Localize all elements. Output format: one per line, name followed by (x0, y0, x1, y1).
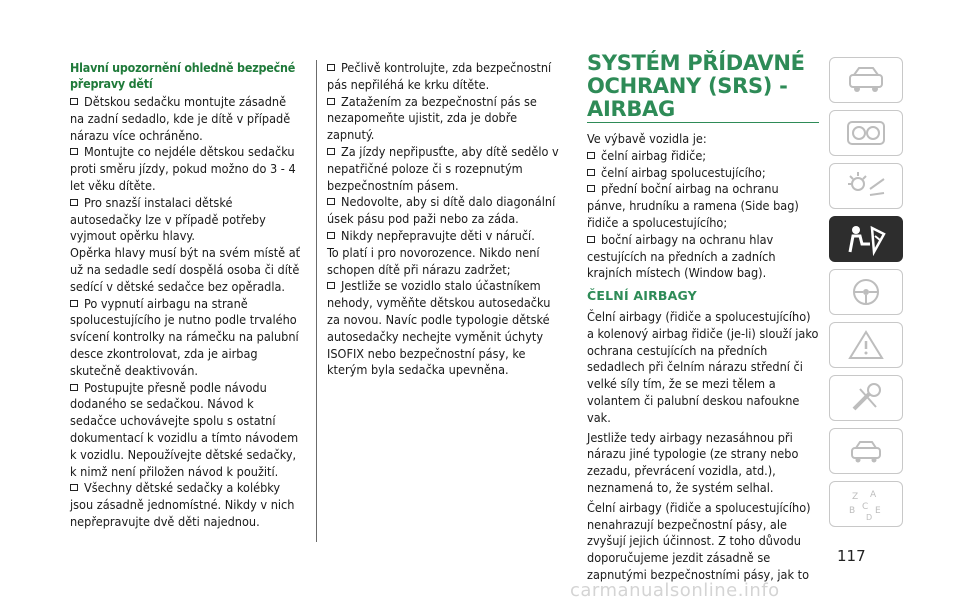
service-wrench-icon (844, 381, 888, 415)
paragraph (327, 245, 565, 279)
page-number: 117 (837, 547, 866, 565)
bullet-item (327, 60, 565, 94)
chapter-tab[interactable] (829, 57, 903, 103)
item-text: Pro snazší instalaci dětské autosedačky lze v případě potřeby vyjmout opěrku hlavy. (70, 194, 266, 244)
item-text: To platí i pro novorozence. Nikdo není schopen dítě při nárazu zadržet; (327, 244, 540, 277)
chapter-tab[interactable] (829, 216, 903, 262)
item-text: Montujte co nejdéle dětskou sedačku proti směru jízdy, pokud možno do 3 - 4 let věku dítěte. (70, 144, 296, 193)
dashboard-gauge-icon (844, 116, 888, 150)
warning-triangle-icon (844, 328, 888, 362)
chapter-tab[interactable] (829, 322, 903, 368)
equipment-list-item (587, 165, 819, 182)
item-text: Opěrka hlavy musí být na svém místě ať už na sedadle sedí dospělá osoba či dítě sedící v dětské sedačce bez opěradla. (70, 245, 301, 294)
bullet-item (70, 380, 302, 481)
bullet-box-icon (587, 152, 595, 159)
item-text: Za jízdy nepřipusťte, aby dítě sedělo v nepatřičné poloze či s rozepnutým bezpečnostním pásem. (327, 143, 559, 193)
item-text: Postupujte přesně podle návodu dodaného se sedačkou. Návod k sedačce uchovávejte spolu s ostatní dokumentací k vozidlu a tímto návodem k vozidlu. Nepoužívejte dětské sedačky, k nimž není přiložen návod k použití. (70, 379, 299, 479)
column-left (70, 60, 302, 531)
svg-text:A: A (870, 490, 877, 500)
column-right (587, 51, 819, 584)
paragraph: Jestliže tedy airbagy nezasáhnou při nárazu jiné typologie (ze strany nebo zezadu, převrácení vozidla, atd.), neznamená to, že systém selhal. (587, 429, 799, 495)
bullet-item (327, 94, 565, 144)
bullet-item (327, 194, 565, 228)
item-text: Jestliže se vozidlo stalo účastníkem nehody, vyměňte dětskou autosedačku za novou. Navíc podle typologie dětské autosedačky nechejte vyměnit úchyty ISOFIX nebo bezpečnostní pásy, ke kterým byla sedačka upevněna. (327, 278, 551, 378)
section-title (587, 52, 819, 123)
subheading: ČELNÍ AIRBAGY (587, 288, 697, 304)
item-text: čelní airbag spolucestujícího; (601, 164, 766, 180)
bullet-box-icon (587, 236, 595, 243)
chapter-tab[interactable] (829, 163, 903, 209)
bullet-box-icon (587, 185, 595, 192)
chapter-tab[interactable] (829, 428, 903, 474)
equipment-list-item (587, 148, 819, 165)
equipment-list (587, 148, 819, 282)
bullet-item (327, 278, 565, 379)
svg-text:E: E (875, 506, 881, 516)
equipment-list-item (587, 181, 819, 231)
car-overview-icon (844, 63, 888, 97)
chapter-tab[interactable] (829, 375, 903, 421)
item-text: Všechny dětské sedačky a kolébky jsou zásadně jednomístné. Nikdy v nich nepřepravujte dvě děti najednou. (70, 480, 295, 529)
chapter-tabs (829, 57, 903, 534)
paragraph: Čelní airbagy (řidiče a spolucestujícího) a kolenový airbag řidiče (je-li) slouží jako ochrana cestujících na předních sedadlech při čelním nárazu střední či velké síly tím, že se mezi tělem a volantem či palubní deskou nafoukne vak. (587, 308, 819, 425)
intro-text: Ve výbavě vozidla je: (587, 131, 707, 146)
column-left-items (70, 94, 302, 531)
column-divider (316, 60, 317, 542)
item-text: Pečlivě kontrolujte, zda bezpečnostní pás nepřiléhá ke krku dítěte. (327, 60, 552, 92)
bullet-box-icon (327, 282, 335, 289)
alphabet-index-icon (844, 487, 888, 521)
item-text: boční airbagy na ochranu hlav cestujících na předních a zadních krajních místech (Window bag). (587, 231, 776, 281)
paragraph (70, 245, 302, 295)
svg-text:B: B (849, 506, 856, 516)
watermark: carmanualsonline.info (570, 580, 780, 601)
bullet-box-icon (70, 148, 78, 155)
bullet-box-icon (327, 198, 335, 205)
bullet-item (70, 296, 302, 380)
bullet-item (70, 195, 302, 245)
paragraph: Čelní airbagy (řidiče a spolucestujícího) nenahrazují bezpečnostní pásy, ale zvyšují jejich účinnost. Z toho důvodu doporučujeme jezdit zásadně se zapnutými bezpečnostními pásy, jak to (587, 499, 811, 582)
section-title-line1: SYSTÉM PŘÍDAVNÉ (587, 51, 805, 75)
seat-airbag-safety-icon (844, 222, 888, 256)
chapter-tab[interactable] (829, 269, 903, 315)
chapter-tab[interactable] (829, 481, 903, 527)
svg-text:Z: Z (852, 492, 859, 502)
bullet-box-icon (70, 98, 78, 105)
bullet-item (327, 228, 565, 245)
item-text: Dětskou sedačku montujte zásadně na zadní sedadlo, kde je dítě v případě nárazu více ochráněno. (70, 94, 291, 143)
equipment-list-item (587, 232, 819, 282)
item-text: Nedovolte, aby si dítě dalo diagonální úsek pásu pod paži nebo za záda. (327, 194, 556, 227)
steering-wheel-icon (844, 275, 888, 309)
column-middle-items (327, 60, 565, 379)
bullet-box-icon (587, 169, 595, 176)
bullet-box-icon (70, 484, 78, 491)
section-title-line2: OCHRANY (SRS) - AIRBAG (587, 75, 819, 123)
item-text: Zatažením za bezpečnostní pás se nezapomeňte ujistit, zda je dobře zapnutý. (327, 93, 537, 143)
bullet-box-icon (327, 148, 335, 155)
item-text: Nikdy nepřepravujte děti v náručí. (341, 227, 535, 243)
bullet-item (70, 94, 302, 144)
item-text: Po vypnutí airbagu na straně spolucestujícího je nutno podle trvalého svícení kontrolky na rámečku na palubní desce zkontrolovat, zda je airbag skutečně deaktivován. (70, 295, 299, 378)
lights-controls-icon (844, 169, 888, 203)
technical-data-car-icon (844, 434, 888, 468)
bullet-item (70, 480, 302, 530)
column-middle (327, 60, 565, 379)
svg-text:D: D (866, 513, 873, 521)
bullet-box-icon (327, 64, 335, 71)
bullet-box-icon (70, 300, 78, 307)
item-text: čelní airbag řidiče; (601, 147, 707, 163)
bullet-box-icon (70, 384, 78, 391)
bullet-box-icon (327, 98, 335, 105)
body-paragraphs (587, 309, 819, 584)
item-text: přední boční airbag na ochranu pánve, hrudníku a ramena (Side bag) řidiče a spolucestujícího; (587, 181, 799, 230)
bullet-box-icon (70, 199, 78, 206)
svg-text:C: C (862, 502, 869, 512)
bullet-box-icon (327, 232, 335, 239)
section-heading: Hlavní upozornění ohledně bezpečné přepravy dětí (70, 60, 296, 91)
bullet-item (327, 144, 565, 194)
bullet-item (70, 144, 302, 194)
chapter-tab[interactable] (829, 110, 903, 156)
